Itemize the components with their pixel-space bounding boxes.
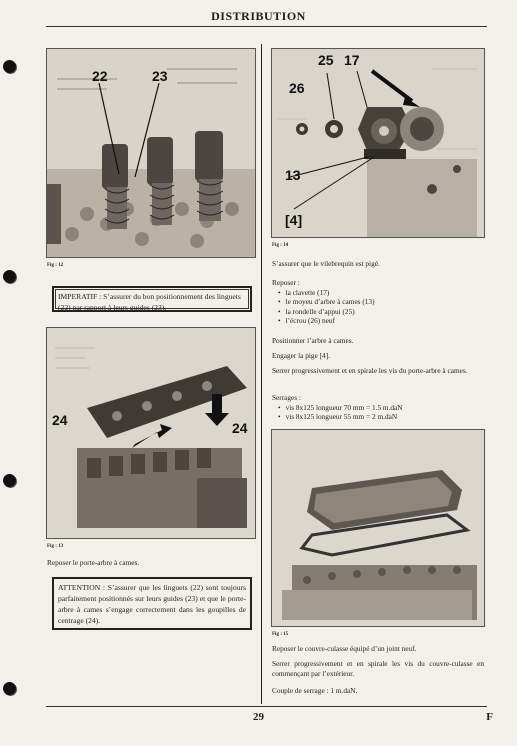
callout-25: 25 bbox=[318, 52, 334, 68]
page-number: 29 bbox=[253, 711, 264, 723]
binder-hole bbox=[3, 270, 16, 283]
fig13-caption: Fig : 13 bbox=[47, 544, 64, 549]
serrer1-text: Serrer progressivement et en spirale les vis du porte-arbre à cames. bbox=[272, 366, 468, 375]
attention-box: ATTENTION : S’assurer que les linguets (22) sont toujours parfaitement positionnés sur leurs guides (23) et que le porte-arbre à cames s’engage correctement dans les goupilles de centrage (24). bbox=[52, 577, 252, 630]
callout-13: 13 bbox=[285, 167, 301, 183]
fig14-image bbox=[271, 48, 485, 238]
reposer-porte-arbre-text: Reposer le porte-arbre à cames. bbox=[47, 558, 140, 567]
fig12-caption: Fig : 12 bbox=[47, 263, 64, 268]
serrages-list bbox=[272, 403, 484, 422]
list-item: • vis 8x125 longueur 70 mm = 1.5 m.daN bbox=[286, 403, 484, 413]
couple-text: Couple de serrage : 1 m.daN. bbox=[272, 686, 358, 695]
page-language: F bbox=[486, 711, 493, 723]
binder-hole bbox=[3, 474, 16, 487]
fig12-image bbox=[46, 48, 256, 258]
column-divider bbox=[261, 44, 262, 704]
serrages-block bbox=[272, 393, 484, 422]
positionner-text: Positionner l’arbre à cames. bbox=[272, 336, 354, 345]
callout-23: 23 bbox=[152, 68, 168, 84]
header-rule bbox=[46, 26, 487, 27]
callout-26: 26 bbox=[289, 80, 305, 96]
callout-17: 17 bbox=[344, 52, 360, 68]
imperatif-box: IMPERATIF : S’assurer du bon positionnement des linguets (22) par rapport à leurs guides (23). bbox=[52, 286, 252, 312]
binder-hole bbox=[3, 60, 16, 73]
list-item: • l’écrou (26) neuf bbox=[286, 316, 484, 326]
fig14-caption: Fig : 14 bbox=[272, 243, 289, 248]
serrages-title: Serrages : bbox=[272, 393, 301, 402]
binder-hole bbox=[3, 682, 16, 695]
callout-22: 22 bbox=[92, 68, 108, 84]
reposer-list bbox=[272, 288, 484, 326]
reposer-title: Reposer : bbox=[272, 278, 300, 287]
list-item: • le moyeu d’arbre à cames (13) bbox=[286, 297, 484, 307]
engager-text: Engager la pige [4]. bbox=[272, 351, 330, 360]
list-item: • la clavette (17) bbox=[286, 288, 484, 298]
couvre-culasse-text: Reposer le couvre-culasse équipé d’un joint neuf. bbox=[272, 644, 417, 653]
page-title: DISTRIBUTION bbox=[211, 9, 306, 23]
fig15-caption: Fig : 15 bbox=[272, 632, 289, 637]
callout-24-right: 24 bbox=[232, 420, 248, 436]
list-item: • la rondelle d’appui (25) bbox=[286, 307, 484, 317]
callout-24-left: 24 bbox=[52, 412, 68, 428]
list-item: • vis 8x125 longueur 55 mm = 2 m.daN bbox=[286, 412, 484, 422]
fig15-image bbox=[271, 429, 485, 627]
callout-4: [4] bbox=[285, 212, 303, 228]
fig13-image bbox=[46, 327, 256, 539]
serrer2-text: Serrer progressivement et en spirale les vis du couvre-culasse en commençant par l’extérieur. bbox=[272, 659, 484, 678]
reposer-block bbox=[272, 278, 484, 326]
footer-rule bbox=[46, 706, 487, 707]
vilebrequin-text: S’assurer que le vilebrequin est pigé. bbox=[272, 259, 380, 268]
